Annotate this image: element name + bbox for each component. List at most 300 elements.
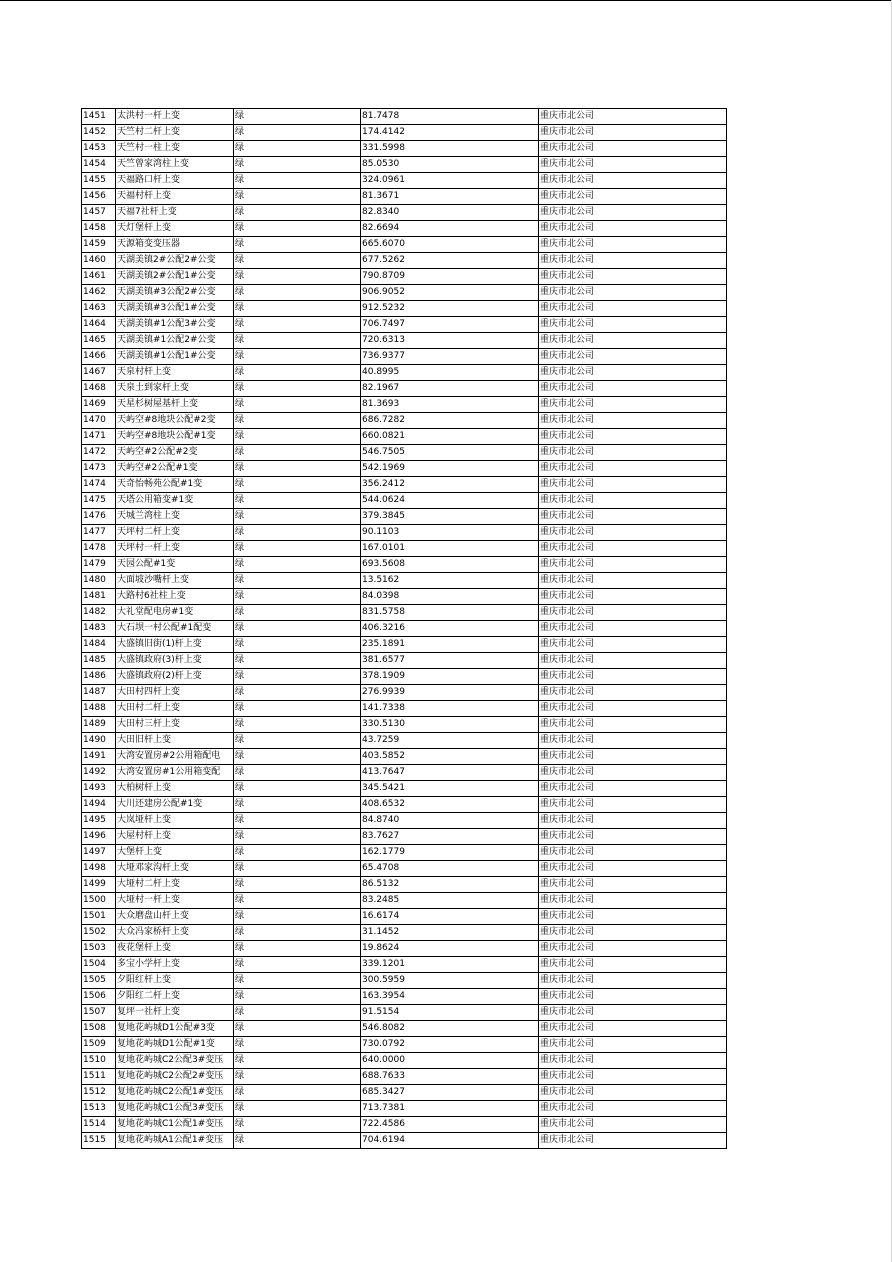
- company-cell: 重庆市北公司: [539, 589, 727, 605]
- row-id-cell: 1464: [82, 317, 116, 333]
- table-row: [82, 301, 727, 317]
- transformer-name-cell: 天竺村二杆上变: [116, 125, 234, 141]
- value-cell: 379.3845: [361, 509, 539, 525]
- company-cell: 重庆市北公司: [539, 1085, 727, 1101]
- status-cell: 绿: [234, 1005, 361, 1021]
- data-table: [81, 108, 727, 1149]
- transformer-name-cell: 复地花屿城C2公配3#变压: [116, 1053, 234, 1069]
- company-cell: 重庆市北公司: [539, 605, 727, 621]
- row-id-cell: 1466: [82, 349, 116, 365]
- row-id-cell: 1454: [82, 157, 116, 173]
- row-id-cell: 1473: [82, 461, 116, 477]
- table-row: [82, 1085, 727, 1101]
- row-id-cell: 1504: [82, 957, 116, 973]
- table-row: [82, 1021, 727, 1037]
- value-cell: 686.7282: [361, 413, 539, 429]
- status-cell: 绿: [234, 1069, 361, 1085]
- transformer-name-cell: 大众磨盘山杆上变: [116, 909, 234, 925]
- transformer-name-cell: 天湖美镇2#公配1#公变: [116, 269, 234, 285]
- value-cell: 65.4708: [361, 861, 539, 877]
- table-row: [82, 525, 727, 541]
- value-cell: 408.6532: [361, 797, 539, 813]
- table-row: [82, 749, 727, 765]
- row-id-cell: 1475: [82, 493, 116, 509]
- row-id-cell: 1460: [82, 253, 116, 269]
- row-id-cell: 1505: [82, 973, 116, 989]
- row-id-cell: 1498: [82, 861, 116, 877]
- value-cell: 542.1969: [361, 461, 539, 477]
- table-row: [82, 717, 727, 733]
- status-cell: 绿: [234, 397, 361, 413]
- table-row: [82, 493, 727, 509]
- status-cell: 绿: [234, 989, 361, 1005]
- row-id-cell: 1456: [82, 189, 116, 205]
- transformer-name-cell: 大面坡沙嘴杆上变: [116, 573, 234, 589]
- table-row: [82, 413, 727, 429]
- status-cell: 绿: [234, 701, 361, 717]
- company-cell: 重庆市北公司: [539, 1117, 727, 1133]
- company-cell: 重庆市北公司: [539, 621, 727, 637]
- table-row: [82, 637, 727, 653]
- value-cell: 83.2485: [361, 893, 539, 909]
- row-id-cell: 1490: [82, 733, 116, 749]
- status-cell: 绿: [234, 589, 361, 605]
- status-cell: 绿: [234, 653, 361, 669]
- company-cell: 重庆市北公司: [539, 989, 727, 1005]
- table-row: [82, 109, 727, 125]
- row-id-cell: 1482: [82, 605, 116, 621]
- value-cell: 685.3427: [361, 1085, 539, 1101]
- status-cell: 绿: [234, 957, 361, 973]
- table-row: [82, 1069, 727, 1085]
- transformer-name-cell: 大屋村杆上变: [116, 829, 234, 845]
- table-row: [82, 429, 727, 445]
- value-cell: 40.8995: [361, 365, 539, 381]
- value-cell: 736.9377: [361, 349, 539, 365]
- transformer-name-cell: 天源箱变变压器: [116, 237, 234, 253]
- transformer-name-cell: 天湖美镇#1公配3#公变: [116, 317, 234, 333]
- value-cell: 546.7505: [361, 445, 539, 461]
- value-cell: 91.5154: [361, 1005, 539, 1021]
- row-id-cell: 1488: [82, 701, 116, 717]
- value-cell: 43.7259: [361, 733, 539, 749]
- status-cell: 绿: [234, 525, 361, 541]
- row-id-cell: 1507: [82, 1005, 116, 1021]
- row-id-cell: 1511: [82, 1069, 116, 1085]
- status-cell: 绿: [234, 493, 361, 509]
- status-cell: 绿: [234, 173, 361, 189]
- row-id-cell: 1455: [82, 173, 116, 189]
- row-id-cell: 1462: [82, 285, 116, 301]
- row-id-cell: 1479: [82, 557, 116, 573]
- value-cell: 163.3954: [361, 989, 539, 1005]
- transformer-name-cell: 多宝小学杆上变: [116, 957, 234, 973]
- table-row: [82, 1117, 727, 1133]
- status-cell: 绿: [234, 429, 361, 445]
- value-cell: 235.1891: [361, 637, 539, 653]
- status-cell: 绿: [234, 861, 361, 877]
- status-cell: 绿: [234, 541, 361, 557]
- value-cell: 85.0530: [361, 157, 539, 173]
- transformer-name-cell: 大川还建房公配#1变: [116, 797, 234, 813]
- status-cell: 绿: [234, 285, 361, 301]
- status-cell: 绿: [234, 365, 361, 381]
- transformer-name-cell: 夕阳红杆上变: [116, 973, 234, 989]
- transformer-name-cell: 天福村杆上变: [116, 189, 234, 205]
- status-cell: 绿: [234, 1133, 361, 1149]
- row-id-cell: 1508: [82, 1021, 116, 1037]
- row-id-cell: 1459: [82, 237, 116, 253]
- transformer-name-cell: 天屿空#8地块公配#2变: [116, 413, 234, 429]
- table-row: [82, 509, 727, 525]
- status-cell: 绿: [234, 509, 361, 525]
- row-id-cell: 1502: [82, 925, 116, 941]
- value-cell: 406.3216: [361, 621, 539, 637]
- transformer-name-cell: 复地花屿城C1公配1#变压: [116, 1117, 234, 1133]
- table-row: [82, 989, 727, 1005]
- row-id-cell: 1500: [82, 893, 116, 909]
- transformer-name-cell: 天湖美镇2#公配2#公变: [116, 253, 234, 269]
- table-row: [82, 445, 727, 461]
- company-cell: 重庆市北公司: [539, 573, 727, 589]
- status-cell: 绿: [234, 349, 361, 365]
- transformer-name-cell: 天竺曾家湾柱上变: [116, 157, 234, 173]
- row-id-cell: 1499: [82, 877, 116, 893]
- company-cell: 重庆市北公司: [539, 1005, 727, 1021]
- transformer-name-cell: 大田村二杆上变: [116, 701, 234, 717]
- value-cell: 81.3671: [361, 189, 539, 205]
- transformer-name-cell: 大岚垭杆上变: [116, 813, 234, 829]
- company-cell: 重庆市北公司: [539, 1101, 727, 1117]
- value-cell: 81.7478: [361, 109, 539, 125]
- company-cell: 重庆市北公司: [539, 1053, 727, 1069]
- company-cell: 重庆市北公司: [539, 205, 727, 221]
- transformer-name-cell: 大垭村一杆上变: [116, 893, 234, 909]
- status-cell: 绿: [234, 205, 361, 221]
- transformer-name-cell: 大石坝一村公配#1配变: [116, 621, 234, 637]
- status-cell: 绿: [234, 925, 361, 941]
- status-cell: 绿: [234, 637, 361, 653]
- row-id-cell: 1492: [82, 765, 116, 781]
- company-cell: 重庆市北公司: [539, 461, 727, 477]
- value-cell: 345.5421: [361, 781, 539, 797]
- value-cell: 704.6194: [361, 1133, 539, 1149]
- status-cell: 绿: [234, 269, 361, 285]
- table-row: [82, 573, 727, 589]
- status-cell: 绿: [234, 909, 361, 925]
- table-row: [82, 621, 727, 637]
- transformer-name-cell: 天坪村二杆上变: [116, 525, 234, 541]
- row-id-cell: 1463: [82, 301, 116, 317]
- table-row: [82, 1101, 727, 1117]
- value-cell: 381.6577: [361, 653, 539, 669]
- transformer-name-cell: 复坪一社杆上变: [116, 1005, 234, 1021]
- row-id-cell: 1496: [82, 829, 116, 845]
- company-cell: 重庆市北公司: [539, 749, 727, 765]
- transformer-name-cell: 天园公配#1变: [116, 557, 234, 573]
- status-cell: 绿: [234, 1037, 361, 1053]
- status-cell: 绿: [234, 605, 361, 621]
- value-cell: 693.5608: [361, 557, 539, 573]
- table-row: [82, 925, 727, 941]
- row-id-cell: 1485: [82, 653, 116, 669]
- row-id-cell: 1472: [82, 445, 116, 461]
- row-id-cell: 1495: [82, 813, 116, 829]
- table-row: [82, 189, 727, 205]
- transformer-name-cell: 夕阳红二杆上变: [116, 989, 234, 1005]
- row-id-cell: 1477: [82, 525, 116, 541]
- transformer-name-cell: 大田村四杆上变: [116, 685, 234, 701]
- row-id-cell: 1452: [82, 125, 116, 141]
- status-cell: 绿: [234, 893, 361, 909]
- status-cell: 绿: [234, 829, 361, 845]
- transformer-name-cell: 大湾安置房#2公用箱配电: [116, 749, 234, 765]
- status-cell: 绿: [234, 1021, 361, 1037]
- company-cell: 重庆市北公司: [539, 1021, 727, 1037]
- value-cell: 677.5262: [361, 253, 539, 269]
- company-cell: 重庆市北公司: [539, 509, 727, 525]
- table-row: [82, 797, 727, 813]
- row-id-cell: 1510: [82, 1053, 116, 1069]
- value-cell: 356.2412: [361, 477, 539, 493]
- transformer-name-cell: 复地花屿城C2公配2#变压: [116, 1069, 234, 1085]
- status-cell: 绿: [234, 717, 361, 733]
- table-row: [82, 733, 727, 749]
- status-cell: 绿: [234, 413, 361, 429]
- value-cell: 378.1909: [361, 669, 539, 685]
- value-cell: 331.5998: [361, 141, 539, 157]
- row-id-cell: 1457: [82, 205, 116, 221]
- value-cell: 413.7647: [361, 765, 539, 781]
- value-cell: 330.5130: [361, 717, 539, 733]
- value-cell: 403.5852: [361, 749, 539, 765]
- table-row: [82, 1037, 727, 1053]
- value-cell: 167.0101: [361, 541, 539, 557]
- company-cell: 重庆市北公司: [539, 301, 727, 317]
- company-cell: 重庆市北公司: [539, 237, 727, 253]
- table-row: [82, 701, 727, 717]
- table-row: [82, 173, 727, 189]
- company-cell: 重庆市北公司: [539, 221, 727, 237]
- transformer-name-cell: 大柏树杆上变: [116, 781, 234, 797]
- row-id-cell: 1453: [82, 141, 116, 157]
- row-id-cell: 1481: [82, 589, 116, 605]
- value-cell: 912.5232: [361, 301, 539, 317]
- value-cell: 730.0792: [361, 1037, 539, 1053]
- row-id-cell: 1461: [82, 269, 116, 285]
- status-cell: 绿: [234, 317, 361, 333]
- value-cell: 82.8340: [361, 205, 539, 221]
- transformer-name-cell: 天奇怡畅苑公配#1变: [116, 477, 234, 493]
- table-row: [82, 877, 727, 893]
- value-cell: 640.0000: [361, 1053, 539, 1069]
- row-id-cell: 1509: [82, 1037, 116, 1053]
- row-id-cell: 1471: [82, 429, 116, 445]
- row-id-cell: 1467: [82, 365, 116, 381]
- company-cell: 重庆市北公司: [539, 541, 727, 557]
- value-cell: 90.1103: [361, 525, 539, 541]
- company-cell: 重庆市北公司: [539, 349, 727, 365]
- transformer-name-cell: 天星杉树屋基杆上变: [116, 397, 234, 413]
- company-cell: 重庆市北公司: [539, 381, 727, 397]
- company-cell: 重庆市北公司: [539, 845, 727, 861]
- value-cell: 722.4586: [361, 1117, 539, 1133]
- transformer-name-cell: 大礼堂配电房#1变: [116, 605, 234, 621]
- row-id-cell: 1468: [82, 381, 116, 397]
- status-cell: 绿: [234, 557, 361, 573]
- company-cell: 重庆市北公司: [539, 1069, 727, 1085]
- transformer-name-cell: 天福7社杆上变: [116, 205, 234, 221]
- status-cell: 绿: [234, 1101, 361, 1117]
- value-cell: 790.8709: [361, 269, 539, 285]
- company-cell: 重庆市北公司: [539, 1133, 727, 1149]
- status-cell: 绿: [234, 1085, 361, 1101]
- row-id-cell: 1476: [82, 509, 116, 525]
- company-cell: 重庆市北公司: [539, 733, 727, 749]
- table-row: [82, 829, 727, 845]
- row-id-cell: 1469: [82, 397, 116, 413]
- transformer-name-cell: 夜花堡杆上变: [116, 941, 234, 957]
- table-row: [82, 813, 727, 829]
- transformer-name-cell: 天泉村杆上变: [116, 365, 234, 381]
- company-cell: 重庆市北公司: [539, 429, 727, 445]
- table-row: [82, 909, 727, 925]
- table-row: [82, 1053, 727, 1069]
- row-id-cell: 1493: [82, 781, 116, 797]
- company-cell: 重庆市北公司: [539, 397, 727, 413]
- row-id-cell: 1484: [82, 637, 116, 653]
- table-row: [82, 141, 727, 157]
- value-cell: 688.7633: [361, 1069, 539, 1085]
- company-cell: 重庆市北公司: [539, 365, 727, 381]
- company-cell: 重庆市北公司: [539, 813, 727, 829]
- transformer-name-cell: 太洪村一杆上变: [116, 109, 234, 125]
- status-cell: 绿: [234, 157, 361, 173]
- table-row: [82, 765, 727, 781]
- table-row: [82, 349, 727, 365]
- top-border-rule: [0, 0, 892, 1]
- row-id-cell: 1458: [82, 221, 116, 237]
- value-cell: 276.9939: [361, 685, 539, 701]
- table-row: [82, 381, 727, 397]
- table-row: [82, 957, 727, 973]
- row-id-cell: 1494: [82, 797, 116, 813]
- status-cell: 绿: [234, 877, 361, 893]
- value-cell: 13.5162: [361, 573, 539, 589]
- value-cell: 339.1201: [361, 957, 539, 973]
- status-cell: 绿: [234, 445, 361, 461]
- row-id-cell: 1513: [82, 1101, 116, 1117]
- status-cell: 绿: [234, 813, 361, 829]
- company-cell: 重庆市北公司: [539, 173, 727, 189]
- company-cell: 重庆市北公司: [539, 445, 727, 461]
- table-row: [82, 477, 727, 493]
- value-cell: 546.8082: [361, 1021, 539, 1037]
- table-row: [82, 125, 727, 141]
- company-cell: 重庆市北公司: [539, 477, 727, 493]
- row-id-cell: 1480: [82, 573, 116, 589]
- company-cell: 重庆市北公司: [539, 861, 727, 877]
- value-cell: 19.8624: [361, 941, 539, 957]
- transformer-name-cell: 大田村三杆上变: [116, 717, 234, 733]
- company-cell: 重庆市北公司: [539, 157, 727, 173]
- transformer-name-cell: 天塔公用箱变#1变: [116, 493, 234, 509]
- table-row: [82, 669, 727, 685]
- company-cell: 重庆市北公司: [539, 557, 727, 573]
- status-cell: 绿: [234, 461, 361, 477]
- value-cell: 324.0961: [361, 173, 539, 189]
- table-row: [82, 365, 727, 381]
- row-id-cell: 1483: [82, 621, 116, 637]
- transformer-name-cell: 天泉土到家杆上变: [116, 381, 234, 397]
- row-id-cell: 1497: [82, 845, 116, 861]
- value-cell: 713.7381: [361, 1101, 539, 1117]
- table-row: [82, 589, 727, 605]
- row-id-cell: 1465: [82, 333, 116, 349]
- row-id-cell: 1487: [82, 685, 116, 701]
- table-row: [82, 237, 727, 253]
- table-row: [82, 1005, 727, 1021]
- status-cell: 绿: [234, 573, 361, 589]
- transformer-name-cell: 复地花屿城C2公配1#变压: [116, 1085, 234, 1101]
- status-cell: 绿: [234, 765, 361, 781]
- status-cell: 绿: [234, 941, 361, 957]
- table-row: [82, 653, 727, 669]
- row-id-cell: 1512: [82, 1085, 116, 1101]
- table-row: [82, 893, 727, 909]
- status-cell: 绿: [234, 781, 361, 797]
- value-cell: 660.0821: [361, 429, 539, 445]
- transformer-name-cell: 天湖美镇#1公配1#公变: [116, 349, 234, 365]
- status-cell: 绿: [234, 477, 361, 493]
- company-cell: 重庆市北公司: [539, 797, 727, 813]
- table-row: [82, 861, 727, 877]
- status-cell: 绿: [234, 301, 361, 317]
- transformer-name-cell: 大盛镇政府(3)杆上变: [116, 653, 234, 669]
- value-cell: 665.6070: [361, 237, 539, 253]
- company-cell: 重庆市北公司: [539, 653, 727, 669]
- value-cell: 831.5758: [361, 605, 539, 621]
- value-cell: 162.1779: [361, 845, 539, 861]
- status-cell: 绿: [234, 685, 361, 701]
- table-row: [82, 253, 727, 269]
- row-id-cell: 1474: [82, 477, 116, 493]
- row-id-cell: 1506: [82, 989, 116, 1005]
- value-cell: 82.1967: [361, 381, 539, 397]
- company-cell: 重庆市北公司: [539, 493, 727, 509]
- row-id-cell: 1514: [82, 1117, 116, 1133]
- company-cell: 重庆市北公司: [539, 909, 727, 925]
- company-cell: 重庆市北公司: [539, 141, 727, 157]
- company-cell: 重庆市北公司: [539, 189, 727, 205]
- value-cell: 86.5132: [361, 877, 539, 893]
- row-id-cell: 1451: [82, 109, 116, 125]
- transformer-name-cell: 复地花屿城D1公配#1变: [116, 1037, 234, 1053]
- value-cell: 300.5959: [361, 973, 539, 989]
- status-cell: 绿: [234, 333, 361, 349]
- transformer-name-cell: 大湾安置房#1公用箱变配: [116, 765, 234, 781]
- table-row: [82, 285, 727, 301]
- row-id-cell: 1501: [82, 909, 116, 925]
- row-id-cell: 1478: [82, 541, 116, 557]
- company-cell: 重庆市北公司: [539, 893, 727, 909]
- transformer-name-cell: 天湖美镇#1公配2#公变: [116, 333, 234, 349]
- status-cell: 绿: [234, 1117, 361, 1133]
- value-cell: 906.9052: [361, 285, 539, 301]
- value-cell: 141.7338: [361, 701, 539, 717]
- transformer-name-cell: 大堡杆上变: [116, 845, 234, 861]
- company-cell: 重庆市北公司: [539, 413, 727, 429]
